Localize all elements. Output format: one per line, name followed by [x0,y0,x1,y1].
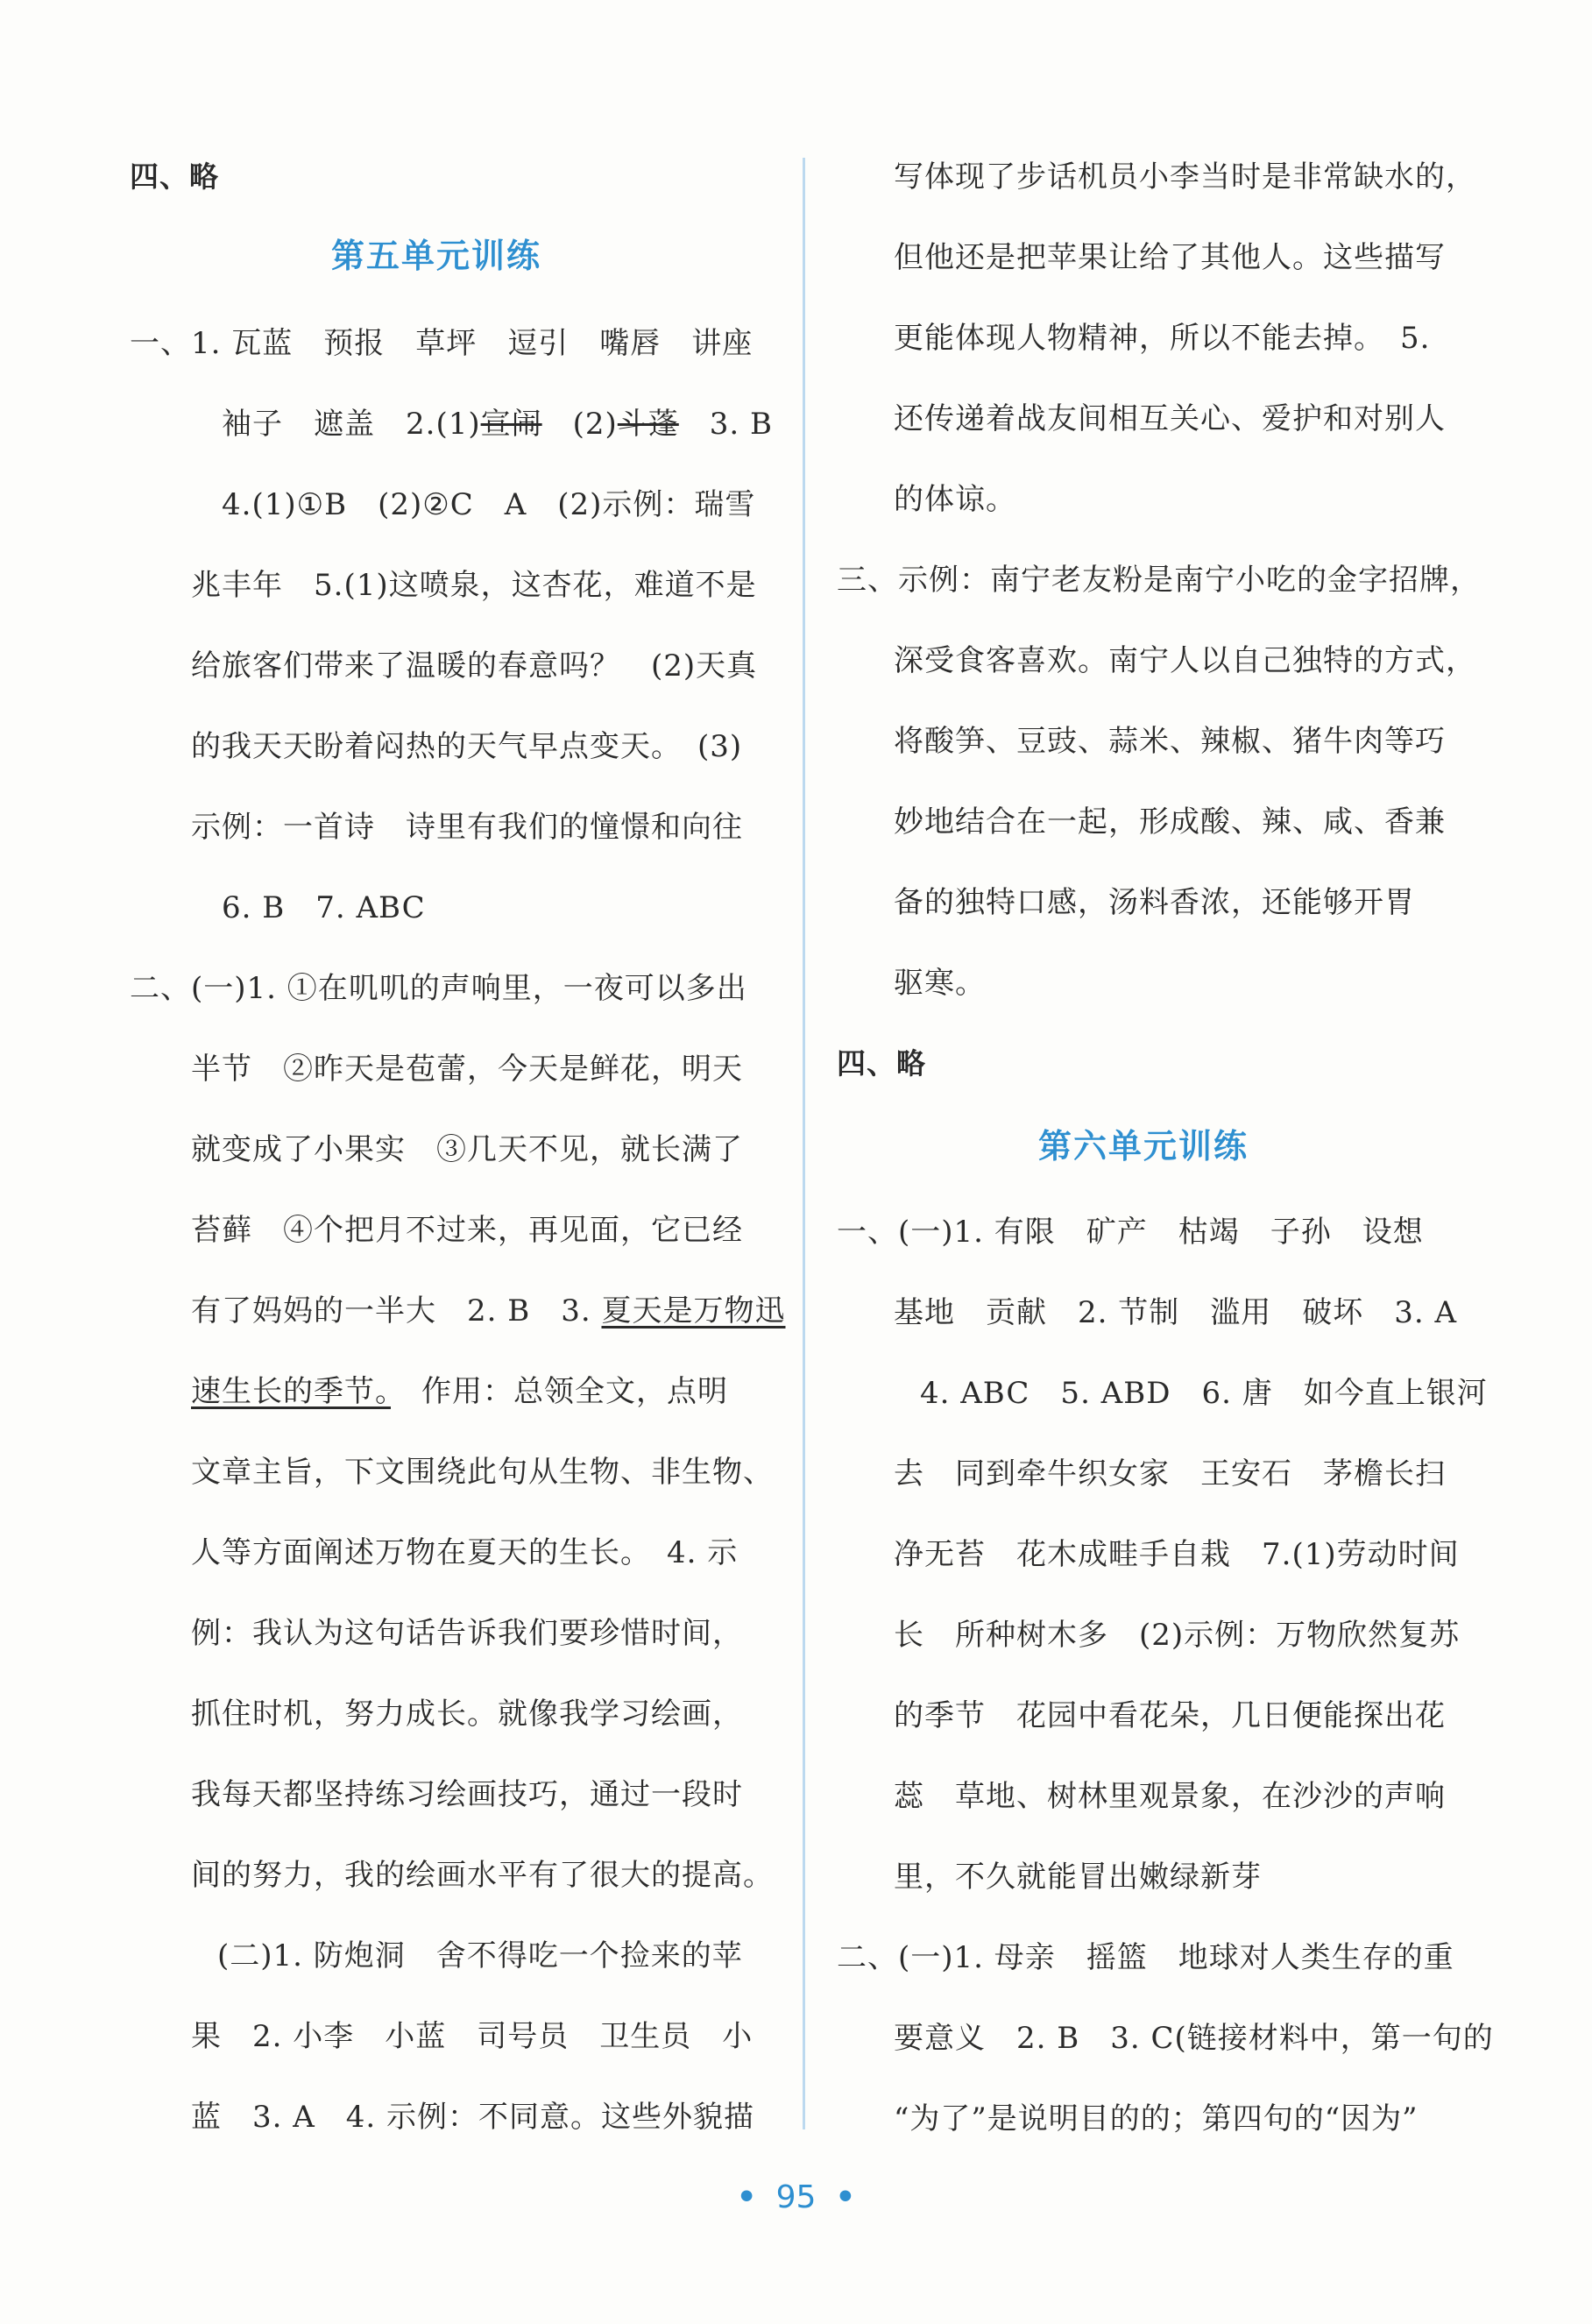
page-number-text: 95 [775,2179,817,2215]
answer-line: 去 同到牵牛织女家 王安石 茅檐长扫 [894,1456,1446,1491]
answer-line: 4. ABC 5. ABD 6. 唐 如今直上银河 [920,1376,1488,1411]
answer-line: 妙地结合在一起，形成酸、辣、咸、香兼 [894,804,1446,840]
answer-line: 的体谅。 [894,482,1016,517]
answer-line: 但他还是把苹果让给了其他人。这些描写 [894,240,1446,275]
bullet-dot: • [736,2179,757,2215]
underlined-sentence: 速生长的季节。 [191,1374,391,1409]
answer-line: 基地 贡献 2. 节制 滥用 破坏 3. A [894,1295,1458,1330]
answer-line [191,1293,785,1329]
unit6-title: 第六单元训练 [1037,1127,1249,1166]
answer-line: 蕊 草地、树林里观景象，在沙沙的声响 [894,1779,1446,1814]
text-fragment: (2) [541,407,618,442]
answer-line: 将酸笋、豆豉、蒜米、辣椒、猪牛肉等巧 [894,724,1446,759]
answer-line: 苔藓 ④个把月不过来，再见面，它已经 [191,1213,743,1248]
answer-line: 兆丰年 5.(1)这喷泉，这杏花，难道不是 [191,568,757,603]
section-heading: 四、略 [130,159,219,194]
answer-line: (二)1. 防炮洞 舍不得吃一个捡来的苹 [217,1938,743,1973]
answer-line: 二、(一)1. ①在叽叽的声响里，一夜可以多出 [130,971,747,1006]
answer-line: 写体现了步话机员小李当时是非常缺水的， [894,159,1476,195]
text-fragment: 作用：总领全文，点明 [391,1374,728,1409]
answer-line: 人等方面阐述万物在夏天的生长。 4. 示 [191,1535,739,1570]
text-fragment: 有了妈妈的一半大 2. B 3. [191,1293,602,1329]
answer-line: 深受食客喜欢。南宁人以自己独特的方式， [894,643,1476,678]
answer-line: 半节 ②昨天是苞蕾，今天是鲜花，明天 [191,1052,743,1087]
answer-line: 抓住时机，努力成长。就像我学习绘画， [191,1697,743,1732]
answer-line: 文章主旨，下文围绕此句从生物、非生物、 [191,1455,774,1490]
struck-word: 斗蓬 [617,407,679,442]
answer-line [222,407,773,442]
answer-line [191,1374,728,1409]
struck-word: 宣闹 [480,407,542,442]
answer-line: 一、1. 瓦蓝 预报 草坪 逗引 嘴唇 讲座 [130,326,754,361]
answer-line: 要意义 2. B 3. C(链接材料中，第一句的 [894,2021,1494,2056]
answer-line: 的季节 花园中看花朵，几日便能探出花 [894,1698,1446,1733]
answer-line: 驱寒。 [894,966,986,1001]
answer-line: 示例：一首诗 诗里有我们的憧憬和向往 [191,810,743,845]
answer-line: 4.(1)①B (2)②C A (2)示例：瑞雪 [222,487,756,522]
answer-line: 果 2. 小李 小蓝 司号员 卫生员 小 [191,2019,754,2054]
answer-line: 净无苔 花木成畦手自栽 7.(1)劳动时间 [894,1537,1460,1572]
answer-line: 例：我认为这句话告诉我们要珍惜时间， [191,1616,743,1651]
column-divider [803,158,805,2129]
answer-line: 长 所种树木多 (2)示例：万物欣然复苏 [894,1618,1461,1653]
answer-line: 里，不久就能冒出嫩绿新芽 [894,1860,1262,1895]
answer-line: 还传递着战友间相互关心、爱护和对别人 [894,401,1446,436]
underlined-sentence: 夏天是万物迅 [601,1293,786,1329]
page-number [0,2179,1592,2215]
answer-line: “为了”是说明目的的；第四句的“因为” [894,2101,1419,2136]
unit5-title: 第五单元训练 [330,237,541,275]
answer-line: 更能体现人物精神，所以不能去掉。 5. [894,321,1431,356]
section-heading: 四、略 [837,1046,926,1081]
answer-line: 备的独特口感，汤料香浓，还能够开胃 [894,885,1415,920]
text-fragment: 3. B [678,407,774,442]
answer-line: 的我天天盼着闷热的天气早点变天。 (3) [191,729,743,764]
answer-line: 三、示例：南宁老友粉是南宁小吃的金字招牌， [837,563,1481,598]
answer-line: 间的努力，我的绘画水平有了很大的提高。 [191,1858,774,1893]
answer-line: 我每天都坚持练习绘画技巧，通过一段时 [191,1777,743,1812]
answer-line: 蓝 3. A 4. 示例：不同意。这些外貌描 [191,2100,755,2135]
answer-line: 给旅客们带来了温暖的春意吗？ (2)天真 [191,648,758,684]
answer-line: 一、(一)1. 有限 矿产 枯竭 子孙 设想 [837,1215,1424,1250]
answer-line: 二、(一)1. 母亲 摇篮 地球对人类生存的重 [837,1940,1454,1975]
answer-line: 就变成了小果实 ③几天不见，就长满了 [191,1132,743,1167]
answer-line: 6. B 7. ABC [222,890,426,925]
text-fragment: 袖子 遮盖 2.(1) [222,407,481,442]
bullet-dot: • [835,2179,856,2215]
